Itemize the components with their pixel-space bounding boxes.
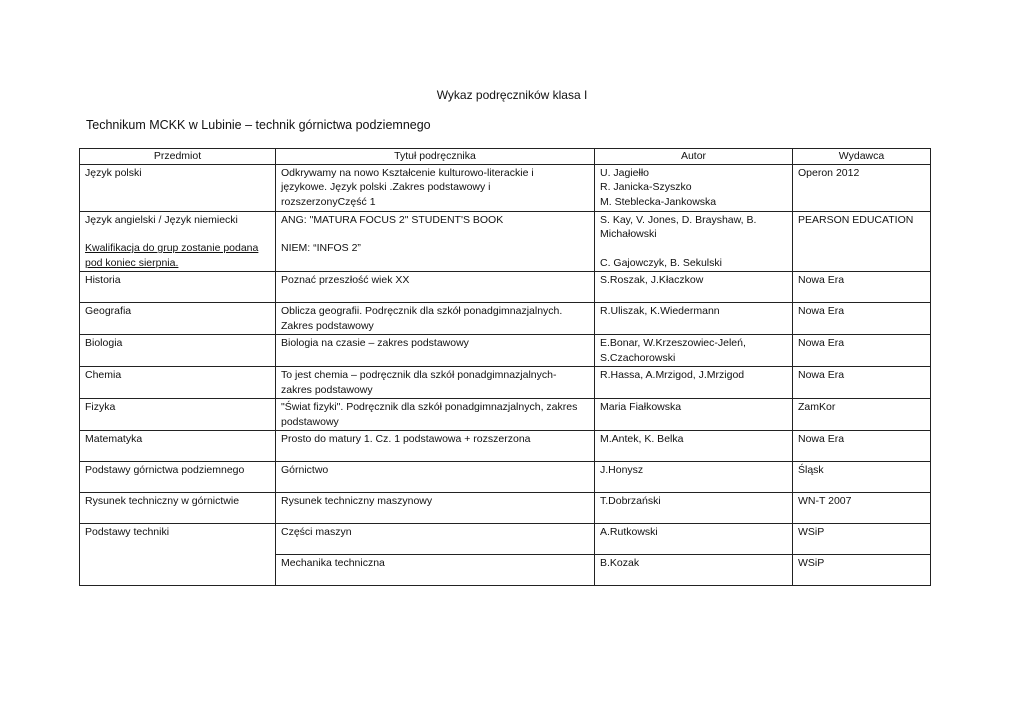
- title-cell: Górnictwo: [276, 462, 595, 493]
- subject-cell: Fizyka: [80, 399, 276, 431]
- publisher-cell: Nowa Era: [793, 272, 931, 303]
- author-cell: Maria Fiałkowska: [595, 399, 793, 431]
- author-line: U. Jagiełło: [600, 166, 650, 179]
- publisher-cell: ZamKor: [793, 399, 931, 431]
- subject-cell: Rysunek techniczny w górnictwie: [80, 493, 276, 524]
- table-row: [80, 335, 931, 367]
- publisher-cell: Nowa Era: [793, 335, 931, 367]
- author-cell: [595, 164, 793, 211]
- textbook-table: [79, 148, 931, 586]
- table-row: [80, 493, 931, 524]
- publisher-cell: WSiP: [793, 524, 931, 555]
- table-header-row: [80, 149, 931, 165]
- title-german: NIEM: “INFOS 2”: [281, 242, 361, 254]
- subject-cell: Język polski: [80, 164, 276, 211]
- header-title: Tytuł podręcznika: [276, 149, 595, 165]
- group-note: Kwalifikacja do grup zostanie podana pod koniec sierpnia.: [85, 242, 259, 269]
- author-cell: S.Roszak, J.Kłaczkow: [595, 272, 793, 303]
- publisher-cell: WN-T 2007: [793, 493, 931, 524]
- subject-cell: Podstawy górnictwa podziemnego: [80, 462, 276, 493]
- title-english: ANG: "MATURA FOCUS 2" STUDENT'S BOOK: [281, 213, 504, 226]
- title-cell: "Świat fizyki". Podręcznik dla szkół ponadgimnazjalnych, zakres podstawowy: [276, 399, 595, 431]
- school-subtitle: Technikum MCKK w Lubinie – technik górnictwa podziemnego: [86, 118, 431, 132]
- table-row: [80, 399, 931, 431]
- subject-cell: Geografia: [80, 303, 276, 335]
- title-cell: Części maszyn: [276, 524, 595, 555]
- author-cell: [595, 211, 793, 272]
- header-publisher: Wydawca: [793, 149, 931, 165]
- header-author: Autor: [595, 149, 793, 165]
- table-row: [80, 211, 931, 272]
- subject-cell: [80, 211, 276, 272]
- title-cell: Prosto do matury 1. Cz. 1 podstawowa + rozszerzona: [276, 431, 595, 462]
- table-row: [80, 462, 931, 493]
- author-english: S. Kay, V. Jones, D. Brayshaw, B. Michałowski: [600, 213, 757, 240]
- author-cell: R.Uliszak, K.Wiedermann: [595, 303, 793, 335]
- author-cell: M.Antek, K. Belka: [595, 431, 793, 462]
- author-cell: E.Bonar, W.Krzeszowiec-Jeleń, S.Czachorowski: [595, 335, 793, 367]
- subject-label: Język angielski / Język niemiecki: [85, 213, 238, 226]
- table-row: [80, 272, 931, 303]
- title-cell: Rysunek techniczny maszynowy: [276, 493, 595, 524]
- title-line: rozszerzonyCzęść 1: [281, 195, 376, 208]
- table-row: [80, 367, 931, 399]
- table-row: [80, 303, 931, 335]
- publisher-cell: WSiP: [793, 555, 931, 586]
- author-line: R. Janicka-Szyszko: [600, 181, 692, 193]
- publisher-cell: PEARSON EDUCATION: [793, 211, 931, 272]
- author-cell: R.Hassa, A.Mrzigod, J.Mrzigod: [595, 367, 793, 399]
- author-cell: B.Kozak: [595, 555, 793, 586]
- title-cell: Oblicza geografii. Podręcznik dla szkół ponadgimnazjalnych. Zakres podstawowy: [276, 303, 595, 335]
- document-title: Wykaz podręczników klasa I: [436, 88, 588, 102]
- title-line: językowe. Język polski .Zakres podstawowy i: [281, 181, 491, 193]
- title-cell: [276, 211, 595, 272]
- subject-cell: Historia: [80, 272, 276, 303]
- subject-cell: Podstawy techniki: [80, 524, 276, 586]
- table-row: [80, 164, 931, 211]
- publisher-cell: Śląsk: [793, 462, 931, 493]
- table-row: [80, 431, 931, 462]
- header-subject: Przedmiot: [80, 149, 276, 165]
- title-cell: Biologia na czasie – zakres podstawowy: [276, 335, 595, 367]
- subject-cell: Chemia: [80, 367, 276, 399]
- subject-cell: Biologia: [80, 335, 276, 367]
- subject-cell: Matematyka: [80, 431, 276, 462]
- author-cell: J.Honysz: [595, 462, 793, 493]
- publisher-cell: Nowa Era: [793, 431, 931, 462]
- title-cell: To jest chemia – podręcznik dla szkół ponadgimnazjalnych- zakres podstawowy: [276, 367, 595, 399]
- title-cell: [276, 164, 595, 211]
- author-german: C. Gajowczyk, B. Sekulski: [600, 256, 722, 269]
- publisher-cell: Operon 2012: [793, 164, 931, 211]
- author-cell: T.Dobrzański: [595, 493, 793, 524]
- author-cell: A.Rutkowski: [595, 524, 793, 555]
- author-line: M. Steblecka-Jankowska: [600, 195, 717, 208]
- publisher-cell: Nowa Era: [793, 303, 931, 335]
- title-cell: Mechanika techniczna: [276, 555, 595, 586]
- title-cell: Poznać przeszłość wiek XX: [276, 272, 595, 303]
- table-row: [80, 524, 931, 555]
- title-line: Odkrywamy na nowo Kształcenie kulturowo-literackie i: [281, 166, 534, 179]
- publisher-cell: Nowa Era: [793, 367, 931, 399]
